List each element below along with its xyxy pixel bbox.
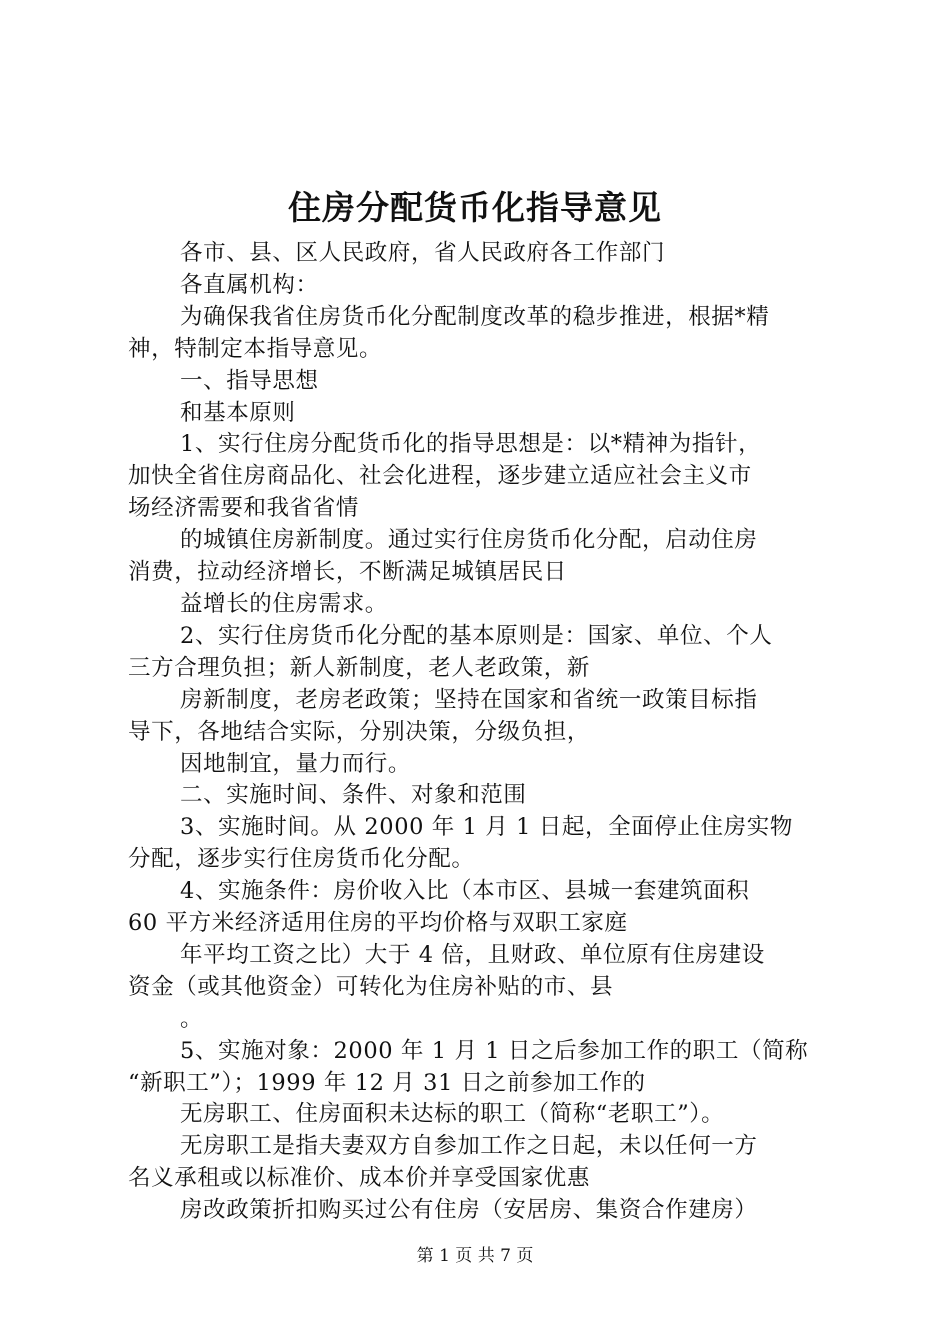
paragraph-line: 。 — [180, 1005, 204, 1032]
paragraph-line: 3、实施时间。从 2000 年 1 月 1 日起，全面停止住房实物 — [180, 814, 793, 841]
paragraph-line: 分配，逐步实行住房货币化分配。 — [128, 846, 475, 873]
paragraph-line: 房新制度，老房老政策；坚持在国家和省统一政策目标指 — [180, 686, 758, 713]
paragraph-line: 4、实施条件：房价收入比（本市区、县城一套建筑面积 — [180, 878, 750, 905]
paragraph-line: 消费，拉动经济增长，不断满足城镇居民日 — [128, 559, 567, 586]
paragraph-line: 无房职工、住房面积未达标的职工（简称“老职工”）。 — [180, 1101, 725, 1128]
document-body — [128, 238, 828, 1227]
paragraph-line: 三方合理负担；新人新制度，老人老政策，新 — [128, 654, 591, 681]
paragraph-line: “新职工”）；1999 年 12 月 31 日之前参加工作的 — [128, 1069, 646, 1096]
paragraph-line: 资金（或其他资金）可转化为住房补贴的市、县 — [128, 973, 614, 1000]
paragraph-line: 二、实施时间、条件、对象和范围 — [180, 782, 527, 809]
paragraph-line: 60 平方米经济适用住房的平均价格与双职工家庭 — [128, 910, 628, 937]
paragraph-line: 房改政策折扣购买过公有住房（安居房、集资合作建房） — [180, 1197, 758, 1224]
paragraph-line: 年平均工资之比）大于 4 倍，且财政、单位原有住房建设 — [180, 941, 765, 968]
paragraph-line: 神，特制定本指导意见。 — [128, 335, 383, 362]
paragraph-line: 因地制宜，量力而行。 — [180, 750, 412, 777]
paragraph-line: 为确保我省住房货币化分配制度改革的稳步推进，根据*精 — [180, 303, 770, 330]
paragraph-line: 导下，各地结合实际，分别决策，分级负担， — [128, 718, 591, 745]
paragraph-line: 场经济需要和我省省情 — [128, 495, 360, 522]
paragraph-line: 一、指导思想 — [180, 367, 319, 394]
paragraph-line: 名义承租或以标准价、成本价并享受国家优惠 — [128, 1165, 591, 1192]
paragraph-line: 5、实施对象：2000 年 1 月 1 日之后参加工作的职工（简称 — [180, 1037, 809, 1064]
paragraph-line: 2、实行住房货币化分配的基本原则是：国家、单位、个人 — [180, 622, 773, 649]
paragraph-line: 无房职工是指夫妻双方自参加工作之日起，未以任何一方 — [180, 1133, 758, 1160]
document-title: 住房分配货币化指导意见 — [288, 188, 662, 227]
paragraph-line: 各市、县、区人民政府，省人民政府各工作部门 — [180, 240, 666, 266]
paragraph-line: 的城镇住房新制度。通过实行住房货币化分配，启动住房 — [180, 527, 758, 554]
page-footer: 第 1 页 共 7 页 — [416, 1246, 534, 1266]
paragraph-line: 加快全省住房商品化、社会化进程，逐步建立适应社会主义市 — [128, 463, 752, 490]
paragraph-line: 和基本原则 — [180, 399, 296, 426]
paragraph-line: 各直属机构： — [180, 271, 319, 298]
paragraph-line: 益增长的住房需求。 — [180, 590, 388, 617]
paragraph-line: 1、实行住房分配货币化的指导思想是：以*精神为指针， — [180, 431, 762, 458]
